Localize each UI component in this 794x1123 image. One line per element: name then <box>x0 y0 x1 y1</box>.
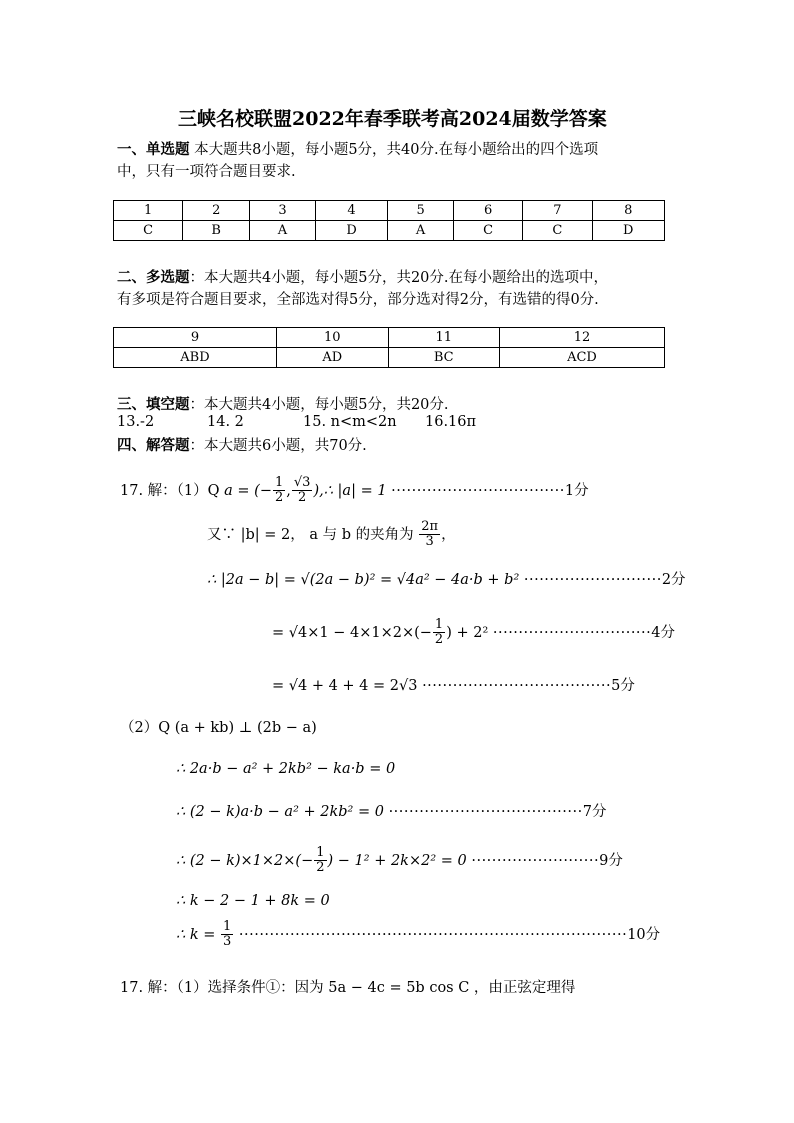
section2-line2: 有多项是符合题目要求，全部选对得5分，部分选对得2分，有选错的得0分. <box>117 292 599 308</box>
section4-line <box>117 434 367 455</box>
table-cell: C <box>453 221 522 241</box>
solution-line-3 <box>207 568 686 589</box>
page-title: 三峡名校联盟2022年春季联考高2024届数学答案 <box>178 108 607 130</box>
table-cell: 12 <box>499 328 664 348</box>
table-row <box>114 221 665 241</box>
section4-label: 四、解答题 <box>117 437 190 454</box>
table-cell: 1 <box>114 201 183 221</box>
table-cell: 4 <box>315 201 387 221</box>
angle-condition: 又∵ |b| = 2， a 与 b 的夹角为 <box>207 526 414 543</box>
table-cell: D <box>592 221 664 241</box>
substituted-eq-a: ∴ (2 − k)×1×2×(− <box>176 852 314 869</box>
section3-text: ：本大题共4小题，每小题5分，共20分. <box>189 397 449 413</box>
section1-line1 <box>117 138 598 159</box>
section1-label: 一、单选题 <box>117 141 190 158</box>
table-cell: 2 <box>183 201 250 221</box>
table-cell: 11 <box>388 328 499 348</box>
score-label: 1分 <box>564 482 589 499</box>
score-dots: ············································································ <box>238 926 628 943</box>
section1-text: 本大题共8小题，每小题5分，共40分.在每小题给出的四个选项 <box>189 142 599 158</box>
fill-answer-13: 13.-2 <box>117 414 155 430</box>
result-value: = √4 + 4 + 4 = 2√3 <box>272 678 418 694</box>
fraction-one-half: $\frac{1}{2}$ <box>274 475 284 506</box>
table-cell: A <box>388 221 454 241</box>
section2-line1 <box>117 266 608 287</box>
section3-label: 三、填空题 <box>117 396 190 413</box>
solution-line-9: ∴ k − 2 − 1 + 8k = 0 <box>176 893 330 909</box>
fraction-one-half: $\frac{1}{2}$ <box>316 845 325 876</box>
table-cell: ABD <box>114 348 277 368</box>
norm-a: ),∴ |a| = 1 <box>313 482 387 499</box>
solution-part2: （2）Q (a + kb) ⊥ (2b − a) <box>120 720 317 736</box>
table-cell: 3 <box>250 201 316 221</box>
table-cell: ACD <box>499 348 664 368</box>
answer-table-single <box>113 200 665 241</box>
score-dots: ··························· <box>523 572 662 588</box>
score-label: 4分 <box>651 624 675 641</box>
table-row <box>114 348 665 368</box>
score-dots: ······························· <box>492 624 652 641</box>
k-value: ∴ k = <box>176 926 216 943</box>
section4-text: ：本大题共6小题，共70分. <box>189 438 367 454</box>
table-cell: 8 <box>592 201 664 221</box>
solution-prefix: 17. 解：（1）Q <box>120 482 220 499</box>
table-cell: 6 <box>453 201 522 221</box>
score-dots: ························· <box>471 852 600 869</box>
table-cell: AD <box>276 348 388 368</box>
section2-label: 二、多选题 <box>117 269 190 286</box>
substituted-eq-b: ) − 1² + 2k×2² = 0 <box>327 852 467 869</box>
table-cell: 10 <box>276 328 388 348</box>
table-cell: BC <box>388 348 499 368</box>
fraction-one-third: $\frac{1}{3}$ <box>223 919 232 950</box>
solution-18-start: 17. 解：（1）选择条件①：因为 5a − 4c = 5b cos C ，由正弦定理得 <box>120 980 576 996</box>
table-cell: 9 <box>114 328 277 348</box>
score-label: 5分 <box>611 678 635 694</box>
score-label: 9分 <box>599 852 623 869</box>
fraction-2pi-3: $\frac{2\pi}{3}$ <box>421 519 439 550</box>
solution-line-5 <box>272 674 635 695</box>
solution-line-6: ∴ 2a·b − a² + 2kb² − ka·b = 0 <box>176 761 396 777</box>
substitution-b: ) + 2² <box>446 624 489 641</box>
score-dots: ·································· <box>391 482 565 499</box>
solution-line-7 <box>176 800 606 821</box>
solution-line-10 <box>176 920 660 950</box>
section2-text: ：本大题共4小题，每小题5分，共20分.在每小题给出的选项中， <box>189 270 609 286</box>
fraction-one-half: $\frac{1}{2}$ <box>434 617 444 648</box>
score-dots: ······································ <box>388 804 583 820</box>
table-cell: 7 <box>523 201 592 221</box>
fill-answer-15: 15. n<m<2n <box>303 414 397 430</box>
section1-line2: 中，只有一项符合题目要求. <box>117 164 296 180</box>
table-cell: D <box>315 221 387 241</box>
vector-a-def: a = (− <box>224 482 272 499</box>
section3-line <box>117 393 449 414</box>
table-cell: 5 <box>388 201 454 221</box>
score-label: 2分 <box>661 572 686 588</box>
fill-answer-16: 16.16π <box>425 414 477 430</box>
fraction-root3-half: $\frac{√3}{2}$ <box>293 475 311 506</box>
score-dots: ····································· <box>422 678 612 694</box>
simplified-eq: ∴ (2 − k)a·b − a² + 2kb² = 0 <box>176 804 384 820</box>
score-label: 7分 <box>582 804 607 820</box>
table-cell: A <box>250 221 316 241</box>
table-row <box>114 201 665 221</box>
fill-answer-14: 14. 2 <box>207 414 244 430</box>
table-cell: C <box>523 221 592 241</box>
score-label: 10分 <box>627 926 661 943</box>
table-row <box>114 328 665 348</box>
solution-line-4 <box>272 618 675 648</box>
norm-expansion: ∴ |2a − b| = √(2a − b)² = √4a² − 4a·b + b² <box>207 572 520 588</box>
table-cell: C <box>114 221 183 241</box>
table-cell: B <box>183 221 250 241</box>
solution-line-1: 17. 解：（1）Q a = (− $\frac{1}{2}$ , $\frac{√3}{2}$ ),∴ |a| = 1 ··································1分 <box>120 475 589 506</box>
solution-line-8 <box>176 846 623 876</box>
answer-table-multi <box>113 327 665 368</box>
substitution-a: = √4×1 − 4×1×2×(− <box>272 624 432 641</box>
solution-line-2: 又∵ |b| = 2， a 与 b 的夹角为 $\frac{2\pi}{3}$ ， <box>207 519 456 550</box>
